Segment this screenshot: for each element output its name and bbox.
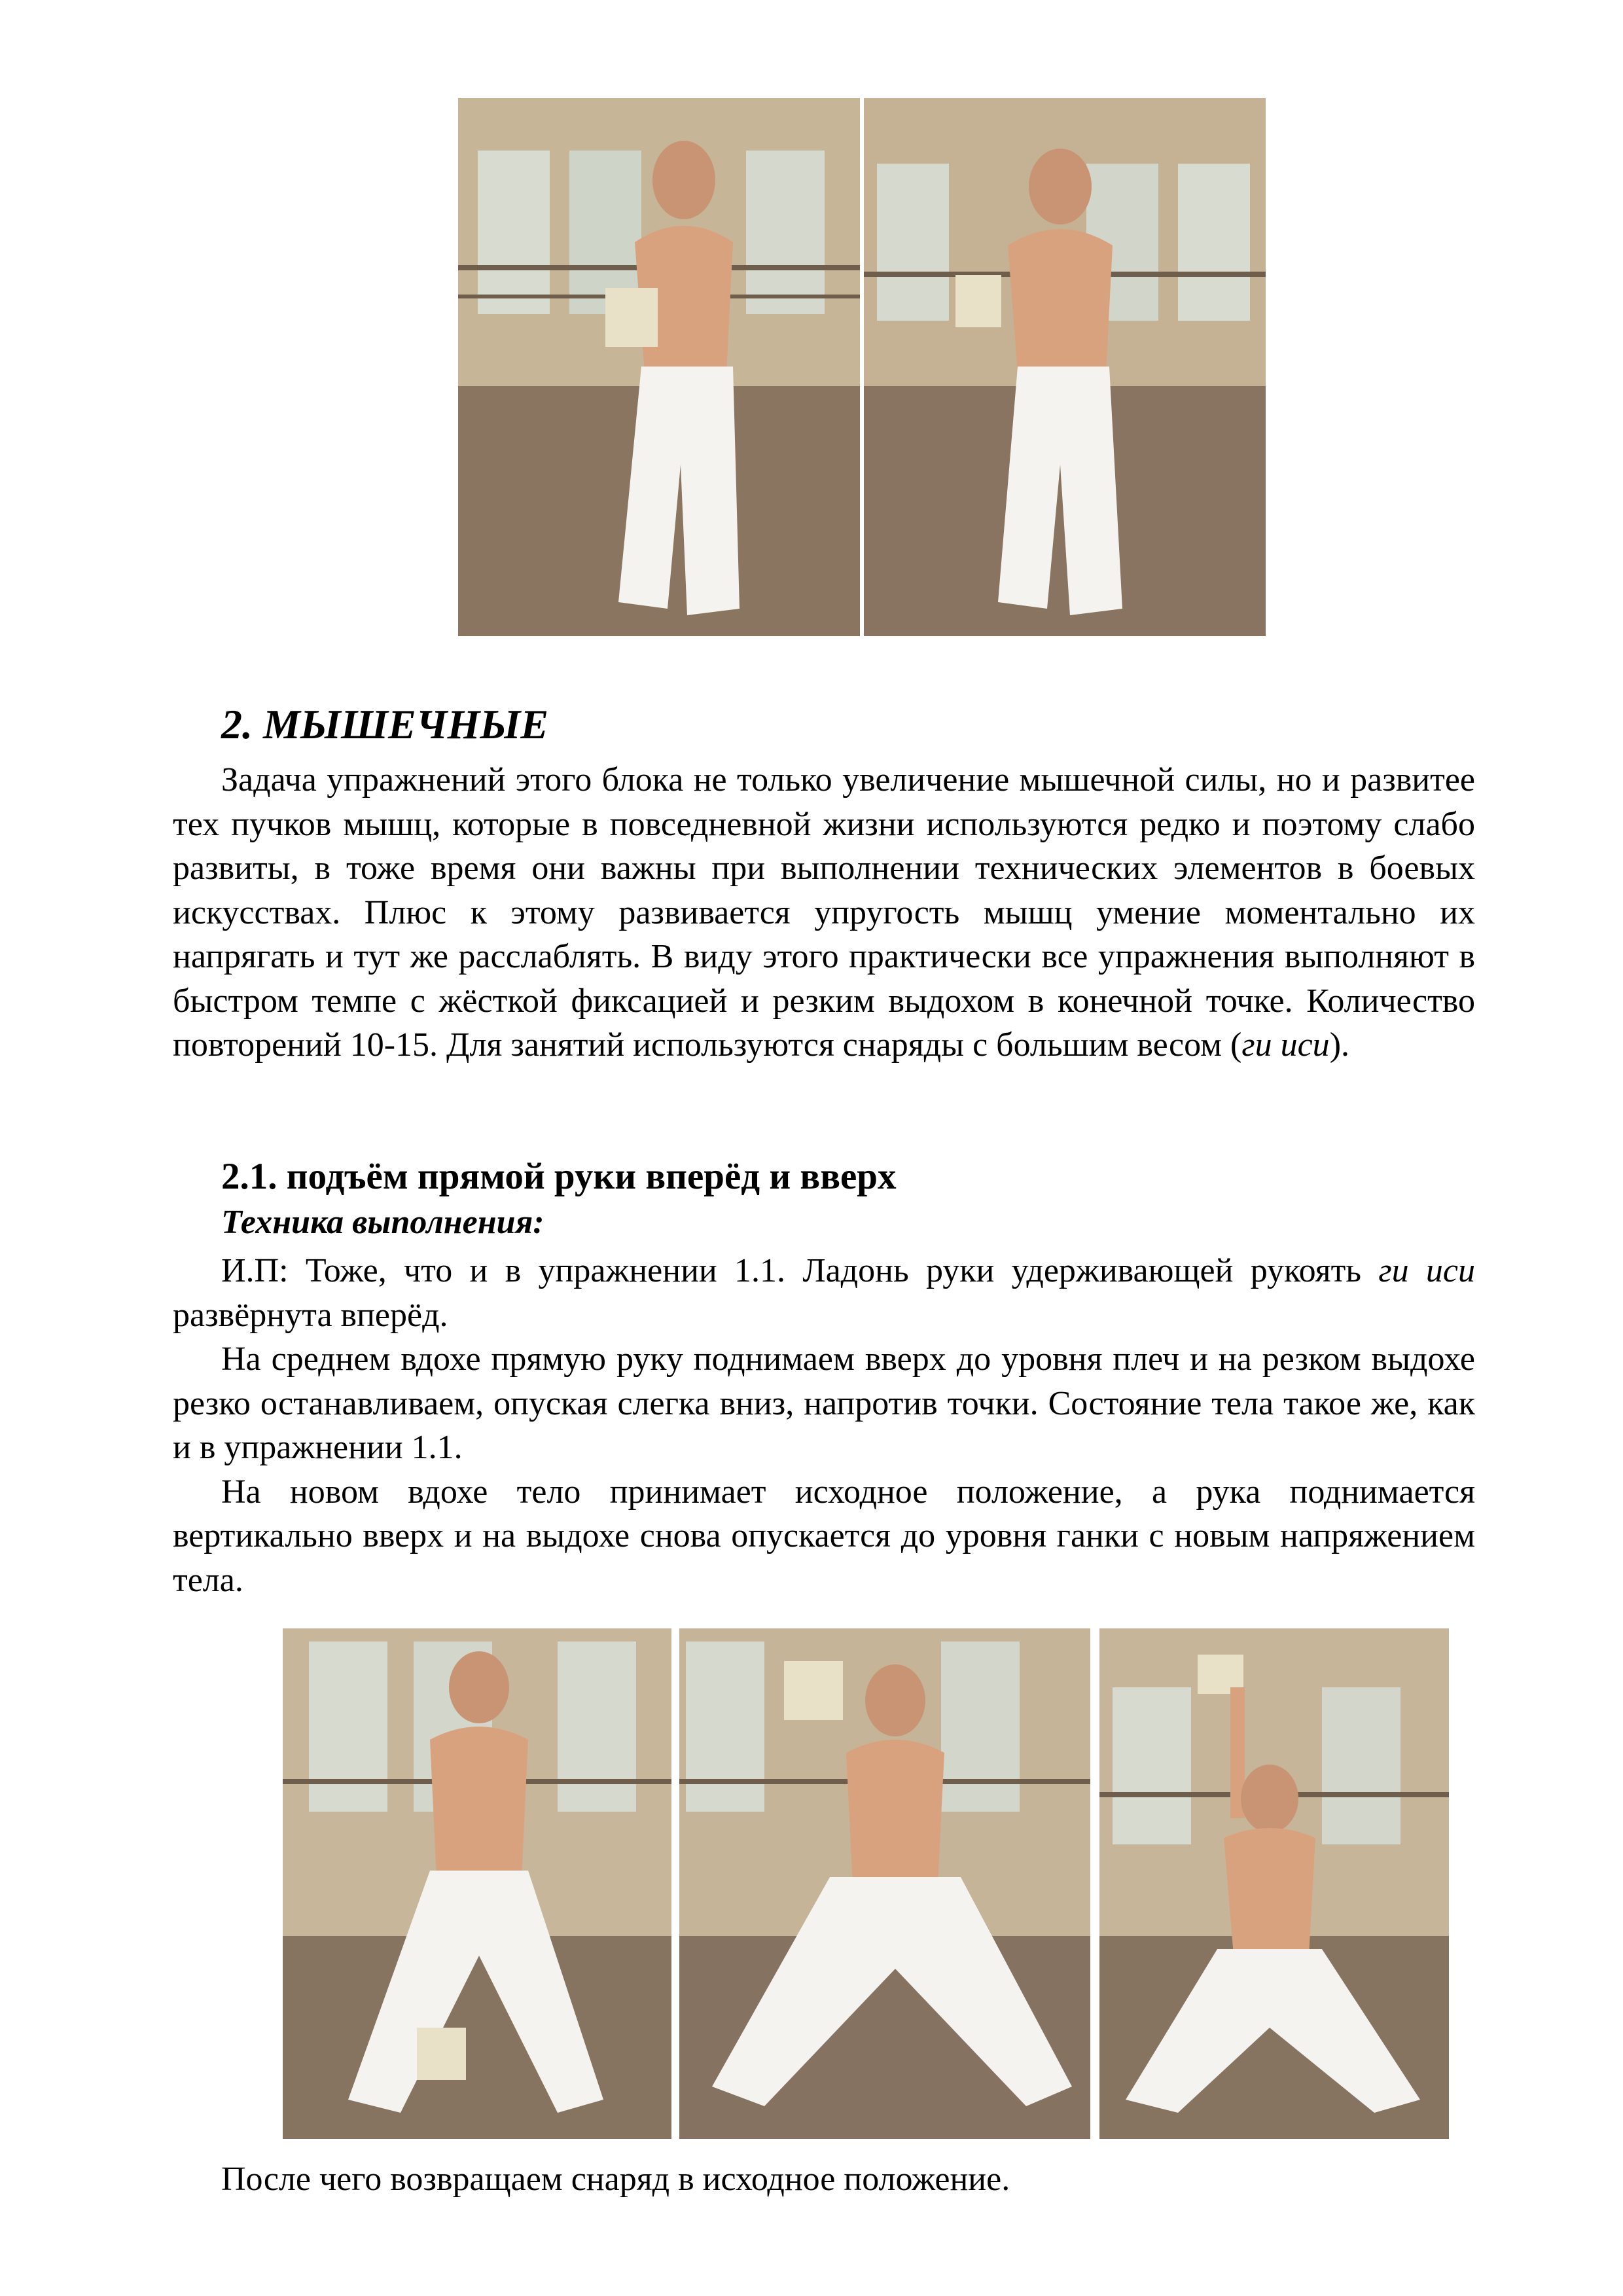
closing-text: После чего возвращаем снаряд в исходное положение. — [221, 2161, 1010, 2198]
bottom-photo-2 — [679, 1628, 1090, 2139]
p1-after: развёрнута вперёд. — [173, 1296, 448, 1334]
intro-text-main: Задача упражнений этого блока не только увеличение мышечной силы, но и развитее тех пучков мышц, которые в повседневной жизни используются редко и поэтому слабо развиты, в тоже время они важны при выполнении технических элементов в боевых искусствах. Плюс к этому развивается упругость мышц умение моментально их напрягать и тут же расслаблять. В виду этого практически все упражнения выполняют в быстром темпе с жёсткой фиксацией и резким выдохом в конечной точке. Количество повторений 10-15. Для занятий используются снаряды с большим весом ( — [173, 761, 1475, 1064]
intro-text-after: ). — [1329, 1026, 1350, 1064]
intro-paragraph — [173, 758, 1475, 1067]
exercise-paragraph-1 — [173, 1249, 1475, 1337]
p1-before: И.П: Тоже, что и в упражнении 1.1. Ладонь руки удерживающей рукоять — [221, 1252, 1379, 1289]
intro-text-italic: ги иси — [1241, 1026, 1330, 1064]
bottom-photo-3 — [1099, 1628, 1449, 2139]
p1-italic: ги иси — [1378, 1252, 1475, 1289]
exercise-paragraph-3: На новом вдохе тело принимает исходное положение, а рука поднимается вертикально вверх и на выдохе снова опускается до уровня ганки с новым напряжением тела. — [173, 1473, 1475, 1599]
bottom-photo-1 — [283, 1628, 671, 2139]
intro-text — [173, 758, 1475, 1067]
exercise-text — [173, 1249, 1475, 1602]
section-title: 2. МЫШЕЧНЫЕ — [221, 701, 549, 747]
exercise-paragraph-2: На среднем вдохе прямую руку поднимаем вверх до уровня плеч и на резком выдохе резко останавливаем, опуская слегка вниз, напротив точки. Состояние тела такое же, как и в упражнении 1.1. — [173, 1340, 1475, 1466]
top-photo-right — [864, 98, 1266, 636]
top-photo-left — [458, 98, 860, 636]
exercise-title: 2.1. подъём прямой руки вперёд и вверх — [221, 1156, 897, 1197]
technique-label: Техника выполнения: — [221, 1204, 544, 1241]
